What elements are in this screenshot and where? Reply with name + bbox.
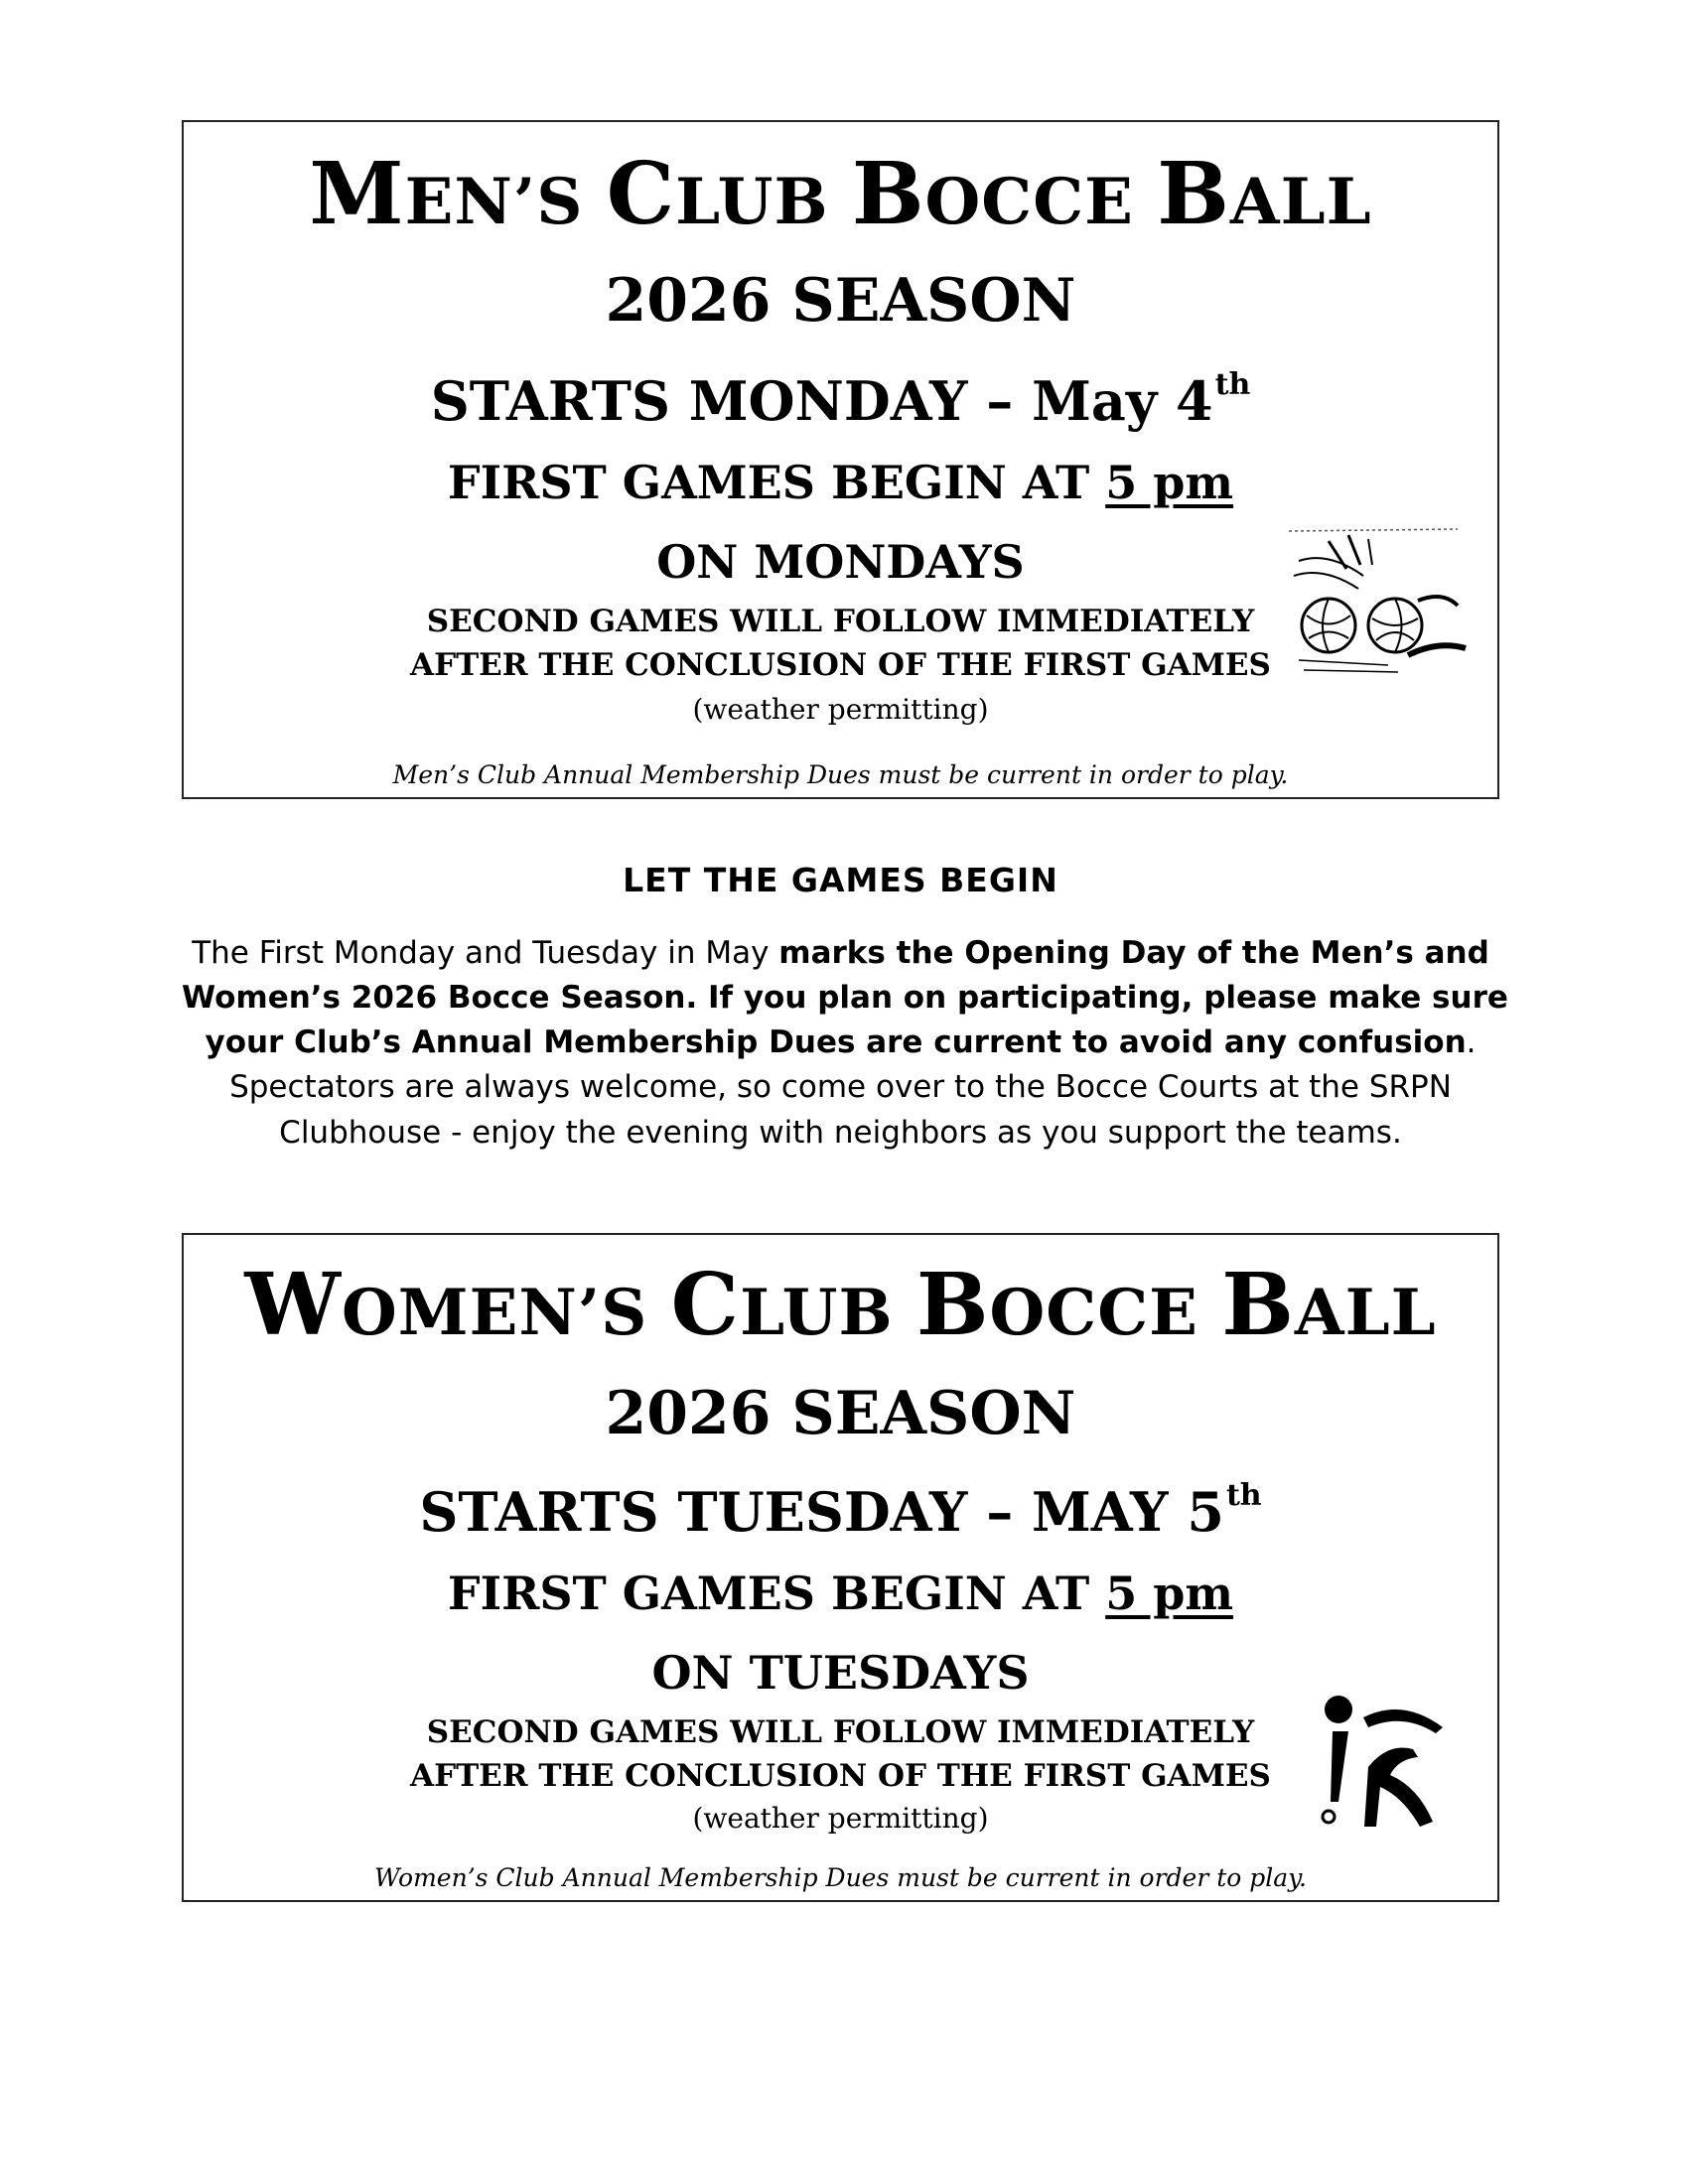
bocce-balls-clipart-icon <box>1269 521 1468 680</box>
womens-start-date: STARTS TUESDAY – MAY 5th <box>419 1478 1262 1544</box>
mens-dues-note: Men’s Club Annual Membership Dues must be current in order to play. <box>392 760 1289 789</box>
mens-second-games-1: SECOND GAMES WILL FOLLOW IMMEDIATELY <box>426 604 1255 639</box>
womens-second-games-1: SECOND GAMES WILL FOLLOW IMMEDIATELY <box>426 1714 1255 1750</box>
paragraph-line-4: Spectators are always welcome, so come over to the Bocce Courts at the SRPN <box>229 1069 1452 1105</box>
womens-second-games-2: AFTER THE CONCLUSION OF THE FIRST GAMES <box>410 1758 1271 1794</box>
bocce-player-pictogram-icon <box>1309 1688 1468 1837</box>
womens-weather-note: (weather permitting) <box>692 1802 989 1835</box>
womens-on-day: ON TUESDAYS <box>651 1646 1030 1700</box>
mens-season: 2026 SEASON <box>605 266 1076 336</box>
paragraph-line-5: Clubhouse - enjoy the evening with neighbors as you support the teams. <box>279 1115 1402 1151</box>
womens-start-time: 5 pm <box>1105 1567 1234 1620</box>
mens-title: MEN’S CLUB BOCCE BALL <box>309 144 1372 244</box>
mens-on-day: ON MONDAYS <box>656 535 1025 589</box>
womens-first-games: FIRST GAMES BEGIN AT 5 pm <box>447 1567 1234 1620</box>
mens-start-date: STARTS MONDAY – May 4th <box>430 367 1251 433</box>
mens-first-games: FIRST GAMES BEGIN AT 5 pm <box>447 456 1234 509</box>
mens-weather-note: (weather permitting) <box>692 693 989 726</box>
paragraph-line-1: The First Monday and Tuesday in May marks the Opening Day of the Men’s and <box>192 935 1489 971</box>
section-heading: LET THE GAMES BEGIN <box>623 861 1058 899</box>
mens-start-time: 5 pm <box>1105 456 1234 509</box>
paragraph-line-2: Women’s 2026 Bocce Season. If you plan on participating, please make sure <box>182 980 1508 1016</box>
womens-title: WOMEN’S CLUB BOCCE BALL <box>244 1255 1437 1355</box>
womens-bocce-flyer <box>182 1233 1499 1902</box>
womens-dues-note: Women’s Club Annual Membership Dues must be current in order to play. <box>374 1863 1307 1892</box>
mens-second-games-2: AFTER THE CONCLUSION OF THE FIRST GAMES <box>410 647 1271 683</box>
mens-bocce-flyer <box>182 120 1499 799</box>
paragraph-line-3: your Club’s Annual Membership Dues are current to avoid any confusion. <box>205 1024 1477 1060</box>
womens-season: 2026 SEASON <box>605 1379 1076 1448</box>
